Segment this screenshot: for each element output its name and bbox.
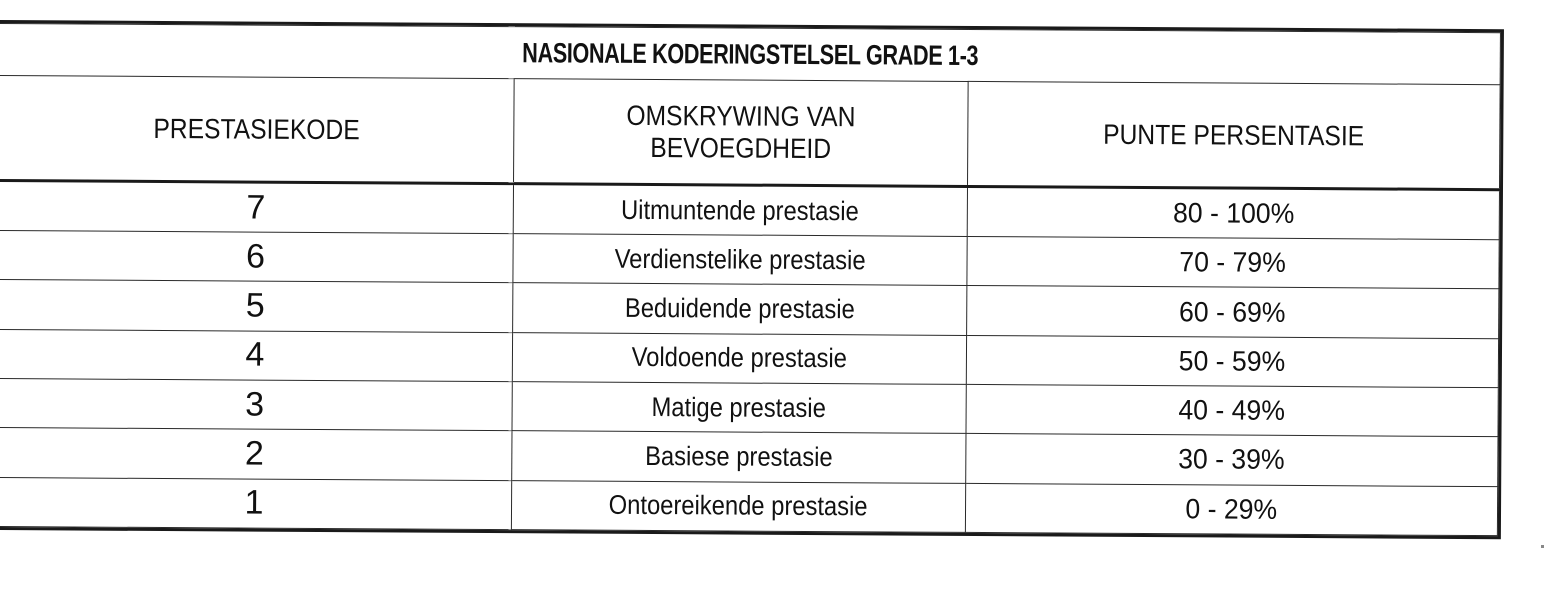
row-percentage-text: 0 - 29% (1185, 493, 1278, 525)
row-code: 5 (0, 280, 513, 332)
row-description (513, 184, 967, 237)
header-code (0, 76, 514, 184)
row-percentage-text: 80 - 100% (1172, 197, 1295, 229)
table-row (0, 477, 1498, 536)
row-description (512, 382, 966, 434)
row-percentage (966, 434, 1498, 487)
row-percentage-text: 40 - 49% (1178, 394, 1286, 427)
row-percentage (966, 335, 1498, 388)
row-percentage-text: 50 - 59% (1179, 345, 1286, 377)
row-percentage-text: 70 - 79% (1179, 246, 1287, 279)
row-description (512, 332, 966, 384)
table-title-row (0, 24, 1500, 85)
table-row (0, 180, 1499, 239)
row-description-text: Matige prestasie (651, 391, 827, 423)
row-percentage (965, 483, 1497, 536)
row-description-text: Uitmuntende prestasie (621, 194, 860, 226)
row-description (513, 234, 967, 286)
table-title (89, 24, 1410, 84)
row-percentage-text: 30 - 39% (1178, 443, 1286, 476)
row-description-text: Ontoereikende prestasie (609, 490, 869, 522)
header-code-text: PRESTASIEKODE (153, 112, 360, 145)
row-percentage (967, 186, 1499, 240)
row-description-text: Beduidende prestasie (624, 292, 855, 325)
row-description-text: Voldoende prestasie (631, 342, 848, 374)
row-code: 3 (0, 379, 512, 431)
row-percentage (966, 384, 1498, 437)
coding-table (0, 23, 1501, 536)
row-percentage (967, 237, 1499, 290)
row-description (511, 480, 965, 532)
row-percentage (967, 286, 1499, 339)
row-code: 7 (0, 180, 514, 233)
row-percentage-text: 60 - 69% (1179, 295, 1287, 328)
table-title-text: NASIONALE KODERINGSTELSEL GRADE 1-3 (521, 36, 978, 71)
table-header-row (0, 76, 1500, 190)
header-percentage-text: PUNTE PERSENTASIE (1103, 118, 1365, 151)
row-code: 2 (0, 428, 512, 480)
row-description-text: Verdienstelike prestasie (614, 243, 866, 276)
row-code: 1 (0, 477, 512, 530)
header-description (514, 79, 969, 186)
header-percentage (968, 82, 1501, 190)
coding-table-frame (0, 20, 1504, 539)
row-code: 4 (0, 329, 513, 381)
row-code: 6 (0, 231, 513, 283)
row-description (513, 283, 967, 335)
header-description-text: OMSKRYWING VAN BEVOEGDHEID (626, 99, 856, 164)
row-description (512, 431, 966, 483)
row-description-text: Basiese prestasie (644, 440, 833, 473)
